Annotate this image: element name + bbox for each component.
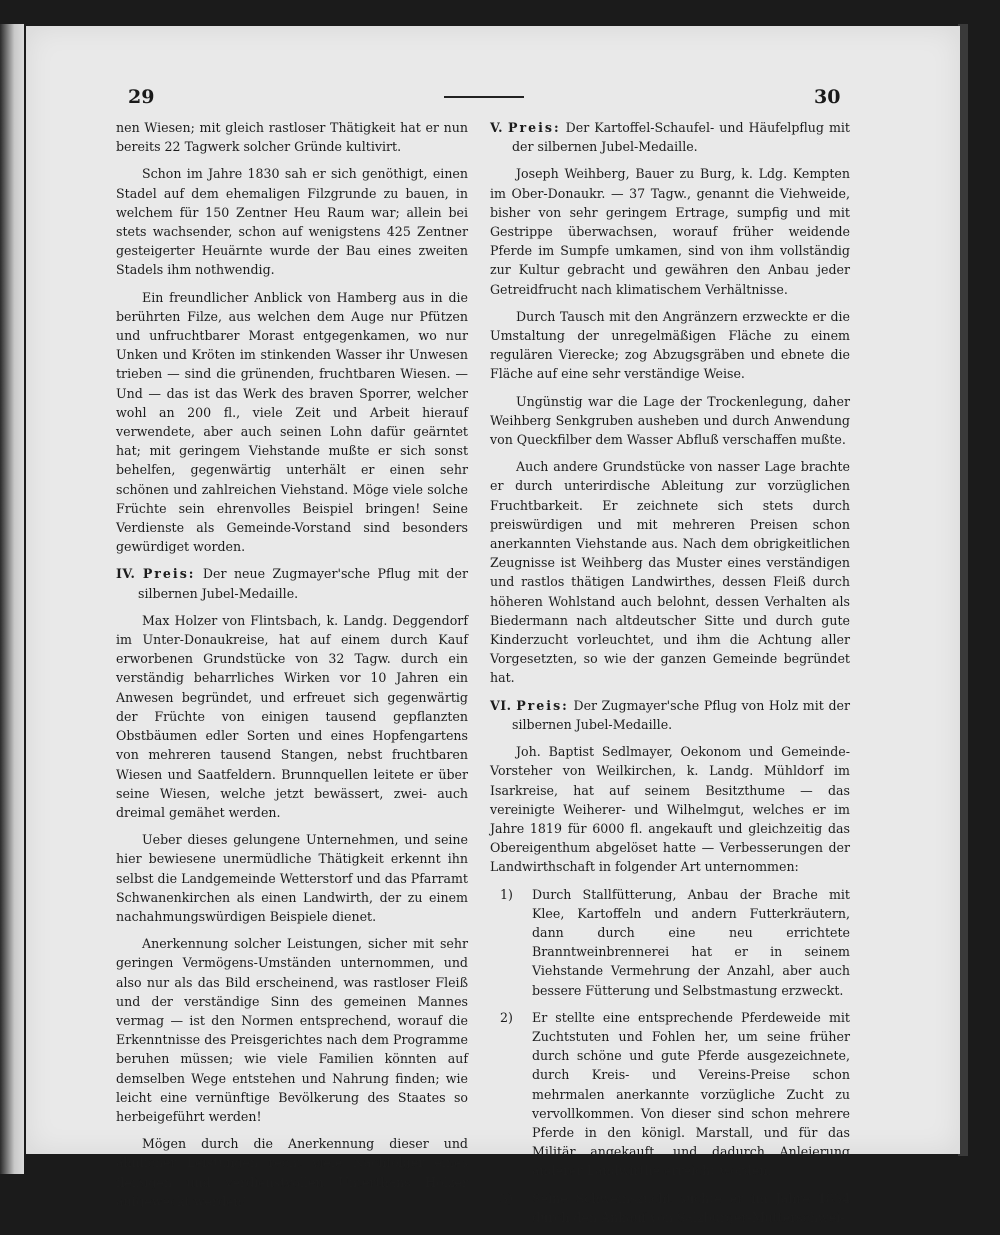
- list-marker: 2): [500, 1009, 513, 1025]
- prize-heading-iv: [116, 564, 468, 602]
- prize-word: Preis:: [507, 120, 561, 135]
- prize-heading-vi: [490, 696, 850, 734]
- header-rule: [444, 96, 524, 98]
- list-item: [490, 1189, 850, 1227]
- list-item: [490, 885, 850, 1000]
- paragraph: Mögen durch die Anerkennung dieser und ähnlicher Leistungen recht viele Nachfolger eines fleißigen und verdienstvollen Unterthans Holzer aufgeweckt werden!: [116, 1136, 468, 1209]
- list-marker: 1): [500, 886, 513, 902]
- paragraph: Anerkennung solcher Leistungen, sicher mit sehr geringen Vermögens-Umständen unternommen, und also nur als das Bild erscheinend, was rastloser Fleiß und der verständige Sinn des gemeinen Mannes vermag — ist den Normen entsprechend, worauf die Erkenntnisse des Preisgerichtes nach dem Programme beruhen müssen; wie viele Familien könnten auf demselben Wege entstehen und Nahrung finden; wie leicht eine vernünftige Bevölkerung des Staates so herbeigeführt werden!: [116, 936, 468, 1124]
- list-marker: 3): [500, 1190, 513, 1206]
- list-item-text: Seine Schweinszucht suchte er im Jahre 1834 durch den Ankauf von Salzburger-Mutterschwei-: [532, 1190, 850, 1225]
- prize-word: Preis:: [516, 697, 569, 713]
- paragraph: Schon im Jahre 1830 sah er sich genöthigt, einen Stadel auf dem ehemaligen Filzgrunde zu bauen, in welchem für 150 Zentner Heu Raum war; allein bei stets wachsender, schon auf wenigstens 425 Zentner gesteigerter Heuärnte wurde der Bau eines zweiten Stadels ihm nothwendig.: [116, 166, 468, 278]
- paragraph: nen Wiesen; mit gleich rastloser Thätigkeit hat er nun bereits 22 Tagwerk solcher Gründe kultivirt.: [116, 120, 468, 155]
- list-item-text: Er stellte eine entsprechende Pferdeweide mit Zuchtstuten und Fohlen her, um seine früher durch schöne und gute Pferde ausgezeichnete, durch Kreis- und Vereins-Preise schon mehrmalen anerkannte vorzügliche Zucht zu vervollkommen. Von dieser sind schon mehrere Pferde in den königl. Marstall, und für das Militär angekauft, und dadurch Anleierung anderer Landwirthe erreicht worden.: [532, 1009, 850, 1179]
- paragraph: Ein freundlicher Anblick von Hamberg aus in die berührten Filze, aus welchen dem Auge nur Pfützen und unfruchtbarer Morast entgegenkamen, wo nur Unken und Kröten im stinkenden Wasser ihr Unwesen trieben — sind die grünenden, fruchtbaren Wiesen. — Und — das ist das Werk des braven Sporrer, welcher wohl an 200 fl., viele Zeit und Arbeit hierauf verwendete, aber auch seinen Lohn dafür geärntet hat; mit geringem Viehstande mußte er sich sonst behelfen, gegenwärtig unterhält er einen sehr schönen und zahlreichen Viehstand. Möge viele solche Früchte sein ehrenvolles Beispiel bringen! Seine Verdienste als Gemeinde-Vorstand sind besonders gewürdiget worden.: [116, 289, 468, 555]
- prize-number: VI.: [490, 697, 512, 713]
- paragraph: Ueber dieses gelungene Unternehmen, und seine hier bewiesene unermüdliche Thätigkeit erkennt ihn selbst die Landgemeinde Wetterstorf und das Pfarramt Schwanenkirchen als einen Landwirth, der zu einem nachahmungswürdigen Beispiele dienet.: [116, 832, 468, 924]
- right-column: [490, 118, 850, 1235]
- scan-left-edge: [0, 24, 24, 1174]
- prize-text: Der Zugmayer'sche Pflug von Holz mit der silbernen Jubel-Medaille.: [512, 697, 850, 732]
- page-number-right: 30: [814, 86, 841, 108]
- list-item-text: Durch Stallfütterung, Anbau der Brache mit Klee, Kartoffeln und andern Futterkräutern, dann durch eine neu errichtete Branntweinbrennerei hat er in seinem Viehstande Vermehrung der Anzahl, aber auch bessere Fütterung und Selbstmastung erzweckt.: [532, 886, 850, 998]
- prize-number: IV.: [116, 566, 136, 582]
- paragraph: Joh. Baptist Sedlmayer, Oekonom und Gemeinde-Vorsteher von Weilkirchen, k. Landg. Mühldorf im Isarkreise, hat auf seinem Besitzthume — das vereinigte Weiherer- und Wilhelmgut, welches er im Jahre 1819 für 6000 fl. angekauft und gleichzeitig das Obereigenthum abgelöset hatte — Verbesserungen der Landwirthschaft in folgender Art unternommen:: [490, 744, 850, 875]
- numbered-list: [490, 885, 850, 1227]
- prize-heading-v: [490, 118, 850, 156]
- prize-text: Der neue Zugmayer'sche Pflug mit der silbernen Jubel-Medaille.: [138, 566, 468, 601]
- page-number-left: 29: [128, 86, 155, 108]
- prize-text: Der Kartoffel-Schaufel- und Häufelpflug mit der silbernen Jubel-Medaille.: [512, 120, 850, 155]
- paragraph: Ungünstig war die Lage der Trockenlegung, daher Weihberg Senkgruben ausheben und durch Anwendung von Queckfilber dem Wasser Abfluß verschaffen mußte.: [490, 393, 850, 448]
- paragraph: Joseph Weihberg, Bauer zu Burg, k. Ldg. Kempten im Ober-Donaukr. — 37 Tagw., genannt die Viehweide, bisher von sehr geringem Ertrage, sumpfig und mit Gestrippe überwachsen, worauf früher weidende Pferde im Sumpfe umkamen, sind von ihm vollständig zur Kultur gebracht und gewähren den Anbau jeder Getreidfrucht nach klimatischem Verhältnisse.: [490, 166, 850, 297]
- list-item: [490, 1008, 850, 1181]
- prize-word: Preis:: [142, 566, 196, 582]
- prize-number: V.: [490, 120, 503, 135]
- paragraph: Max Holzer von Flintsbach, k. Landg. Deggendorf im Unter-Donaukreise, hat auf einem durch Kauf erworbenen Grundstücke von 32 Tagw. durch ein verständig beharrliches Wirken vor 10 Jahren ein Anwesen begründet, und erfreuet sich gegenwärtig der Früchte von einigen tausend gepflanzten Obstbäumen edler Sorten und eines Hopfengartens von mehreren tausend Stangen, nebst fruchtbaren Wiesen und Saatfeldern. Brunnquellen leitete er über seine Wiesen, welche jetzt bewässert, zwei- auch dreimal gemähet werden.: [116, 612, 468, 820]
- paragraph: Durch Tausch mit den Angränzern erzweckte er die Umstaltung der unregelmäßigen Fläche zu einem regulären Vierecke; zog Abzugsgräben und ebnete die Fläche auf eine sehr verständige Weise.: [490, 308, 850, 382]
- paragraph: Auch andere Grundstücke von nasser Lage brachte er durch unterirdische Ableitung zur vorzüglichen Fruchtbarkeit. Er zeichnete sich stets durch preiswürdigen und mit mehreren Preisen schon anerkannten Viehstande aus. Nach dem obrigkeitlichen Zeugnisse ist Weihberg das Muster eines verständigen und rastlos thätigen Landwirthes, dessen Fleiß durch höheren Wohlstand auch belohnt, dessen Verhalten als Biedermann nach altdeutscher Sitte und durch gute Kinderzucht vorleuchtet, und ihm die Achtung aller Vorgesetzten, so wie der ganzen Gemeinde begründet hat.: [490, 459, 850, 686]
- left-column: [116, 118, 468, 1219]
